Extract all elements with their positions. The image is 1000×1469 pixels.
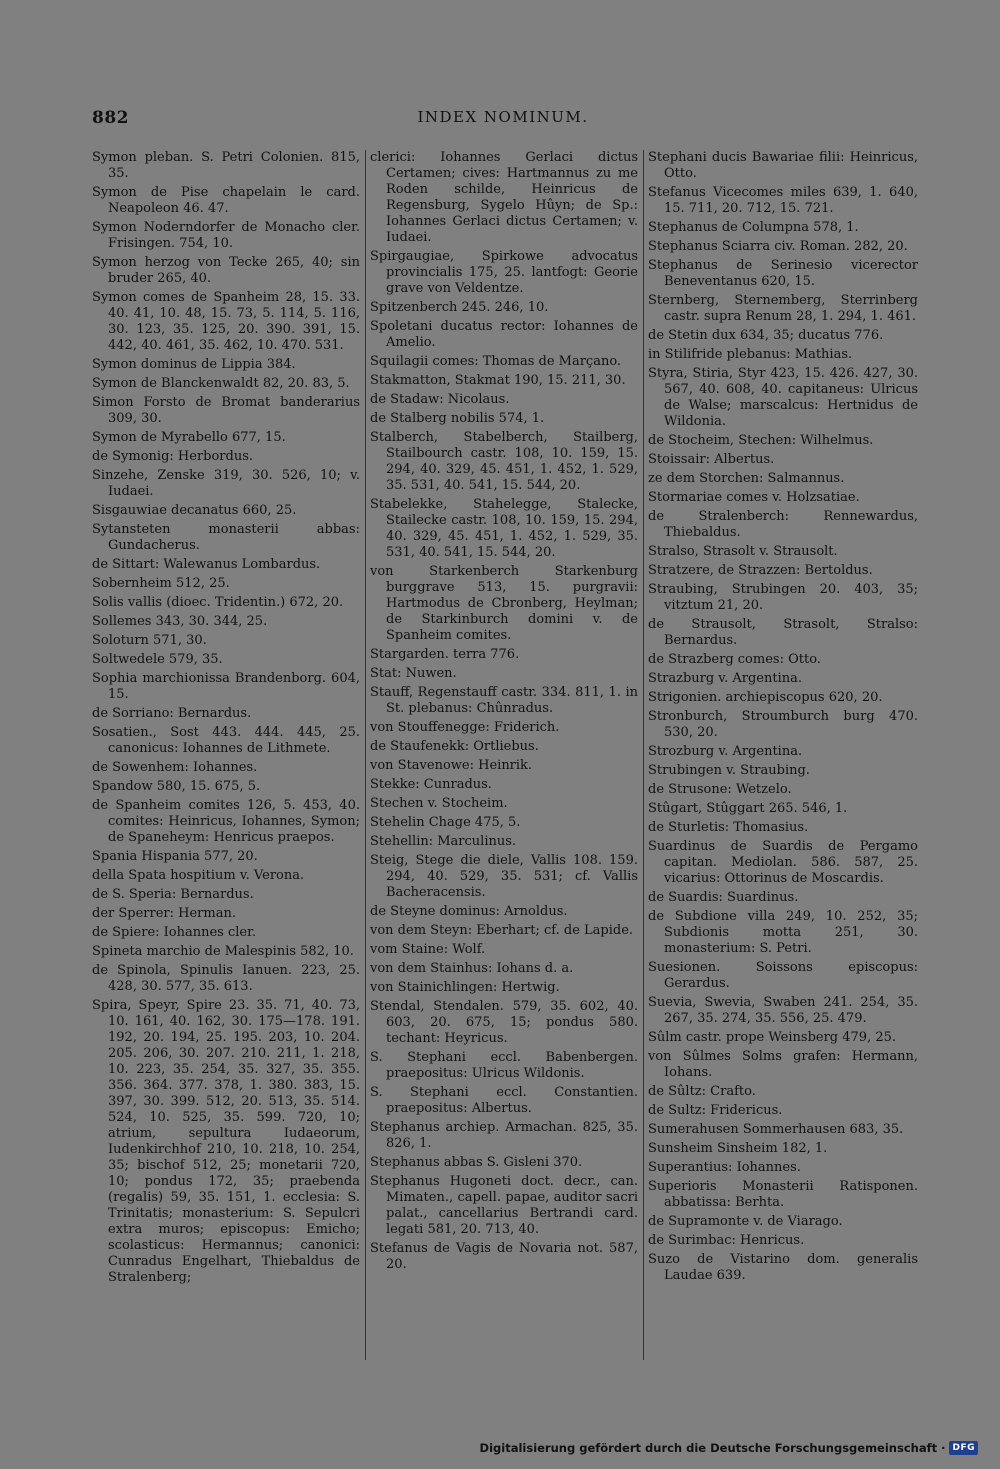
index-entry: in Stilifride plebanus: Mathias. (648, 347, 853, 362)
index-entry: Superantius: Iohannes. (648, 1160, 801, 1175)
index-entry: Stûgart, Stûggart 265. 546, 1. (648, 801, 848, 816)
index-entry: Solis vallis (dioec. Tridentin.) 672, 20. (92, 595, 344, 610)
column-divider (643, 150, 644, 1360)
index-entry: von Sûlmes Solms grafen: Hermann, Iohans. (648, 1049, 918, 1080)
index-entry: ze dem Storchen: Salmannus. (648, 471, 845, 486)
index-entry: Symon herzog von Tecke 265, 40; sin bruder 265, 40. (92, 255, 360, 286)
index-entry: Stargarden. terra 776. (370, 647, 520, 662)
index-entry: Stephanus archiep. Armachan. 825, 35. 826, 1. (370, 1120, 638, 1151)
index-entry: de Spiere: Iohannes cler. (92, 925, 257, 940)
index-entry: Sinzehe, Zenske 319, 30. 526, 10; v. Iudaei. (92, 468, 360, 499)
index-entry: de Stetin dux 634, 35; ducatus 776. (648, 328, 884, 343)
index-entry: de Surimbac: Henricus. (648, 1233, 805, 1248)
index-entry: Steig, Stege die diele, Vallis 108. 159. 294, 40. 529, 35. 531; cf. Vallis Bacheracensis. (370, 853, 638, 900)
index-entry: Strigonien. archiepiscopus 620, 20. (648, 690, 883, 705)
index-entry: Suevia, Swevia, Swaben 241. 254, 35. 267, 35. 274, 35. 556, 25. 479. (648, 995, 918, 1026)
index-entry: Spirgaugiae, Spirkowe advocatus provincialis 175, 25. lantfogt: Georie grave von Veldentze. (370, 249, 638, 296)
index-entry: Sisgauwiae decanatus 660, 25. (92, 503, 297, 518)
index-entry: de Sowenhem: Iohannes. (92, 760, 258, 775)
index-entry: Symon Noderndorfer de Monacho cler. Frisingen. 754, 10. (92, 220, 360, 251)
index-entry: S. Stephani eccl. Babenbergen. praepositus: Ulricus Wildonis. (370, 1050, 638, 1081)
index-entry: Spandow 580, 15. 675, 5. (92, 779, 261, 794)
index-entry: Stefanus de Vagis de Novaria not. 587, 20. (370, 1241, 638, 1272)
index-entry: Symon de Pise chapelain le card. Neapoleon 46. 47. (92, 185, 360, 216)
index-entry: de Steyne dominus: Arnoldus. (370, 904, 568, 919)
index-entry: Stekke: Cunradus. (370, 777, 492, 792)
index-entry: Stechen v. Stocheim. (370, 796, 508, 811)
index-entry: Suardinus de Suardis de Pergamo capitan. Mediolan. 586. 587, 25. vicarius: Ottorinus de Moscardis. (648, 839, 918, 886)
index-entry: de Sultz: Fridericus. (648, 1103, 783, 1118)
index-entry: Stephanus abbas S. Gisleni 370. (370, 1155, 583, 1170)
index-entry: Stephanus Hugoneti doct. decr., can. Mimaten., capell. papae, auditor sacri palat., cancellarius Bertrandi card. legati 581, 20. 713, 40. (370, 1174, 638, 1237)
index-entry: Stalberch, Stabelberch, Stailberg, Stailbourch castr. 108, 10. 159, 15. 294, 40. 329, 45. 451, 1. 452, 1. 529, 35. 531, 40. 541, 15. 544, 20. (370, 430, 638, 493)
index-entry: Sobernheim 512, 25. (92, 576, 230, 591)
index-entry: Squilagii comes: Thomas de Marçano. (370, 354, 622, 369)
index-entry: de Strazberg comes: Otto. (648, 652, 821, 667)
index-entry: de Strusone: Wetzelo. (648, 782, 792, 797)
index-entry: Sternberg, Sternemberg, Sterrinberg castr. supra Renum 28, 1. 294, 1. 461. (648, 293, 918, 324)
index-entry: vom Staine: Wolf. (370, 942, 486, 957)
index-entry: Straubing, Strubingen 20. 403, 35; vitztum 21, 20. (648, 582, 918, 613)
index-column-2 (370, 150, 638, 1276)
footer-text: Digitalisierung gefördert durch die Deutsche Forschungsgemeinschaft · (479, 1441, 946, 1455)
index-entry: Sophia marchionissa Brandenborg. 604, 15. (92, 671, 360, 702)
index-entry: Sosatien., Sost 443. 444. 445, 25. canonicus: Iohannes de Lithmete. (92, 725, 360, 756)
index-entry: de Strausolt, Strasolt, Stralso: Bernardus. (648, 617, 918, 648)
index-entry: de Suardis: Suardinus. (648, 890, 799, 905)
index-entry: Symon de Myrabello 677, 15. (92, 430, 286, 445)
index-entry: Symon comes de Spanheim 28, 15. 33. 40. 41, 10. 48, 15. 73, 5. 114, 5. 116, 30. 123, 35. 125, 20. 390. 391, 15. 442, 40. 461, 35. 462, 10. 470. 531. (92, 290, 360, 353)
index-entry: de Stralenberch: Rennewardus, Thiebaldus. (648, 509, 918, 540)
index-entry: Sunsheim Sinsheim 182, 1. (648, 1141, 828, 1156)
index-entry: Spineta marchio de Malespinis 582, 10. (92, 944, 354, 959)
index-entry: Stakmatton, Stakmat 190, 15. 211, 30. (370, 373, 626, 388)
index-entry: de Sturletis: Thomasius. (648, 820, 809, 835)
index-entry: S. Stephani eccl. Constantien. praepositus: Albertus. (370, 1085, 638, 1116)
index-entry: Sumerahusen Sommerhausen 683, 35. (648, 1122, 904, 1137)
index-entry: Stauff, Regenstauff castr. 334. 811, 1. in St. plebanus: Chûnradus. (370, 685, 638, 716)
index-entry: Stormariae comes v. Holzsatiae. (648, 490, 860, 505)
index-entry: Symon dominus de Lippia 384. (92, 357, 296, 372)
index-entry: der Sperrer: Herman. (92, 906, 236, 921)
index-entry: Spira, Speyr, Spire 23. 35. 71, 40. 73, 10. 161, 40. 162, 30. 175—178. 191. 192, 20. 194, 25. 195. 203, 10. 204. 205. 206, 30. 207. 210. 211, 1. 218, 10. 223, 35. 254, 35. 327, 35. 355. 356. 364. 377. 378, 1. 380. 383, 15. 397, 30. 399. 512, 20. 513, 35. 514. 524, 10. 525, 35. 599. 720, 10; atrium, sepultura Iudaeorum, Iudenkirchhof 210, 10. 218, 10. 254, 35; bischof 512, 25; monetarii 720, 10; pondus 172, 35; praebenda (regalis) 59, 35. 151, 1. ecclesia: S. Trinitatis; monasterium: S. Sepulcri extra muros; episcopus: Emicho; scolasticus: Hermannus; canonici: Cunradus Engelhart, Thiebaldus de Stralenberg; (92, 998, 360, 1285)
index-entry: Stephanus de Serinesio vicerector Beneventanus 620, 15. (648, 258, 918, 289)
index-column-3 (648, 150, 918, 1287)
page-header (92, 108, 914, 132)
index-entry: della Spata hospitium v. Verona. (92, 868, 305, 883)
index-entry: clerici: Iohannes Gerlaci dictus Certamen; cives: Hartmannus zu me Roden schilde, Heinricus de Regensburg, Sygelo Hûyn; de Sp.: Iohannes Gerlaci dictus Certamen; v. Iudaei. (370, 150, 638, 245)
index-entry: de Spinola, Spinulis Ianuen. 223, 25. 428, 30. 577, 35. 613. (92, 963, 360, 994)
dfg-logo-icon: DFG (949, 1441, 978, 1455)
index-entry: Stefanus Vicecomes miles 639, 1. 640, 15. 711, 20. 712, 15. 721. (648, 185, 918, 216)
index-entry: Stehellin: Marculinus. (370, 834, 517, 849)
index-entry: Styra, Stiria, Styr 423, 15. 426. 427, 30. 567, 40. 608, 40. capitaneus: Ulricus de Walse; marscalcus: Hertnidus de Wildonia. (648, 366, 918, 429)
index-entry: Spania Hispania 577, 20. (92, 849, 258, 864)
funding-footer (480, 1441, 978, 1455)
index-entry: von Stouffenegge: Friderich. (370, 720, 560, 735)
index-entry: Sûlm castr. prope Weinsberg 479, 25. (648, 1030, 897, 1045)
index-entry: de Sûltz: Crafto. (648, 1084, 756, 1099)
index-entry: Stralso, Strasolt v. Strausolt. (648, 544, 838, 559)
index-entry: Stephani ducis Bawariae filii: Heinricus, Otto. (648, 150, 918, 181)
index-entry: de Staufenekk: Ortliebus. (370, 739, 539, 754)
index-entry: Stabelekke, Stahelegge, Stalecke, Stailecke castr. 108, 10. 159, 15. 294, 40. 329, 45. 451, 1. 452, 1. 529, 35. 531, 40. 541, 15. 544, 20. (370, 497, 638, 560)
index-entry: de Supramonte v. de Viarago. (648, 1214, 843, 1229)
index-entry: von Stainichlingen: Hertwig. (370, 980, 560, 995)
index-entry: de Stalberg nobilis 574, 1. (370, 411, 545, 426)
index-entry: Stratzere, de Strazzen: Bertoldus. (648, 563, 873, 578)
index-entry: Stoissair: Albertus. (648, 452, 775, 467)
page-number: 882 (92, 108, 129, 128)
column-divider (365, 150, 366, 1360)
index-entry: de Subdione villa 249, 10. 252, 35; Subdionis motta 251, 30. monasterium: S. Petri. (648, 909, 918, 956)
index-entry: Soloturn 571, 30. (92, 633, 207, 648)
index-entry: de Stadaw: Nicolaus. (370, 392, 510, 407)
index-entry: Sytansteten monasterii abbas: Gundacherus. (92, 522, 360, 553)
index-entry: von Stavenowe: Heinrik. (370, 758, 533, 773)
index-entry: Strozburg v. Argentina. (648, 744, 803, 759)
index-entry: Suesionen. Soissons episcopus: Gerardus. (648, 960, 918, 991)
index-entry: de Sittart: Walewanus Lombardus. (92, 557, 321, 572)
index-entry: von dem Stainhus: Iohans d. a. (370, 961, 574, 976)
index-entry: Stronburch, Stroumburch burg 470. 530, 20. (648, 709, 918, 740)
index-entry: Stat: Nuwen. (370, 666, 457, 681)
index-entry: Stephanus de Columpna 578, 1. (648, 220, 859, 235)
index-entry: de Symonig: Herbordus. (92, 449, 254, 464)
index-entry: de Spanheim comites 126, 5. 453, 40. comites: Heinricus, Iohannes, Symon; de Spaneheym: Henricus praepos. (92, 798, 360, 845)
index-entry: Stephanus Sciarra civ. Roman. 282, 20. (648, 239, 908, 254)
index-entry: de Stocheim, Stechen: Wilhelmus. (648, 433, 874, 448)
index-entry: Strubingen v. Straubing. (648, 763, 810, 778)
index-entry: Simon Forsto de Bromat banderarius 309, 30. (92, 395, 360, 426)
index-entry: Stendal, Stendalen. 579, 35. 602, 40. 603, 20. 675, 15; pondus 580. techant: Heyricus. (370, 999, 638, 1046)
index-entry: Suzo de Vistarino dom. generalis Laudae 639. (648, 1252, 918, 1283)
index-entry: Soltwedele 579, 35. (92, 652, 223, 667)
index-entry: von Starkenberch Starkenburg burggrave 513, 15. purgravii: Hartmodus de Cbronberg, Heylman; de Starkinburch domini v. de Spanheim comites. (370, 564, 638, 643)
index-entry: Stehelin Chage 475, 5. (370, 815, 521, 830)
index-entry: Symon pleban. S. Petri Colonien. 815, 35. (92, 150, 360, 181)
index-entry: Superioris Monasterii Ratisponen. abbatissa: Berhta. (648, 1179, 918, 1210)
index-entry: de S. Speria: Bernardus. (92, 887, 254, 902)
index-column-1 (92, 150, 360, 1289)
running-title: INDEX NOMINUM. (417, 108, 589, 126)
index-entry: von dem Steyn: Eberhart; cf. de Lapide. (370, 923, 634, 938)
index-entry: Sollemes 343, 30. 344, 25. (92, 614, 268, 629)
index-entry: Spoletani ducatus rector: Iohannes de Amelio. (370, 319, 638, 350)
index-entry: Symon de Blanckenwaldt 82, 20. 83, 5. (92, 376, 350, 391)
index-entry: de Sorriano: Bernardus. (92, 706, 252, 721)
index-entry: Spitzenberch 245. 246, 10. (370, 300, 549, 315)
index-entry: Strazburg v. Argentina. (648, 671, 803, 686)
